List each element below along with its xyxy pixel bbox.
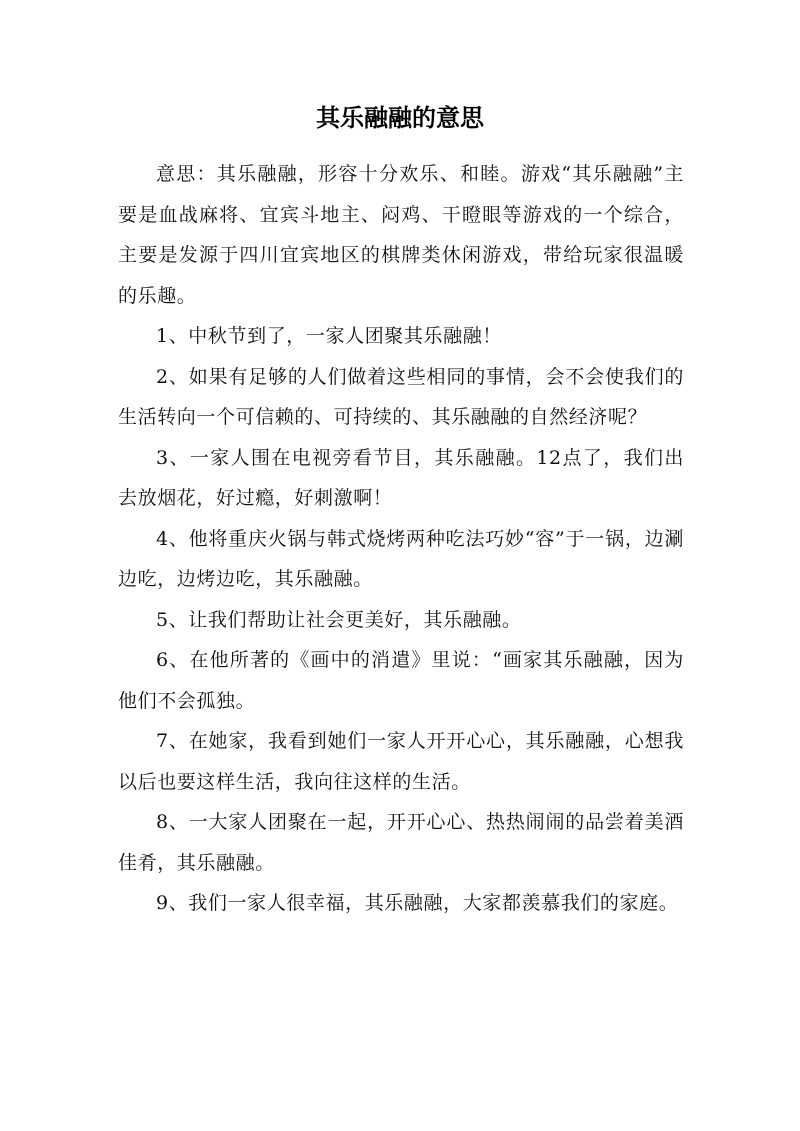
- document-title: 其乐融融的意思: [316, 104, 484, 132]
- paragraph-example-3: 3、一家人围在电视旁看节目，其乐融融。12点了，我们出去放烟花，好过瘾，好刺激啊！: [118, 446, 684, 509]
- paragraph-example-5: 5、让我们帮助让社会更美好，其乐融融。: [156, 608, 522, 631]
- paragraph-example-4: 4、他将重庆火锅与韩式烧烤两种吃法巧妙“容”于一锅，边涮边吃，边烤边吃，其乐融融。: [118, 527, 684, 590]
- paragraph-example-7: 7、在她家，我看到她们一家人开开心心，其乐融融，心想我以后也要这样生活，我向往这样的生活。: [118, 730, 684, 793]
- paragraph-definition: 意思：其乐融融，形容十分欢乐、和睦。游戏“其乐融融”主要是血战麻将、宜宾斗地主、闷鸡、干瞪眼等游戏的一个综合，主要是发源于四川宜宾地区的棋牌类休闲游戏，带给玩家很温暖的乐趣。: [118, 163, 684, 307]
- paragraph-example-2: 2、如果有足够的人们做着这些相同的事情，会不会使我们的生活转向一个可信赖的、可持续的、其乐融融的自然经济呢？: [118, 365, 684, 428]
- paragraph-example-6: 6、在他所著的《画中的消遣》里说：“画家其乐融融，因为他们不会孤独。: [118, 649, 684, 712]
- paragraph-example-9: 9、我们一家人很幸福，其乐融融，大家都羡慕我们的家庭。: [156, 892, 679, 914]
- paragraph-example-1: 1、中秋节到了，一家人团聚其乐融融！: [156, 325, 502, 347]
- paragraph-example-8: 8、一大家人团聚在一起，开开心心、热热闹闹的品尝着美酒佳肴，其乐融融。: [118, 811, 684, 874]
- document-body: [118, 154, 684, 924]
